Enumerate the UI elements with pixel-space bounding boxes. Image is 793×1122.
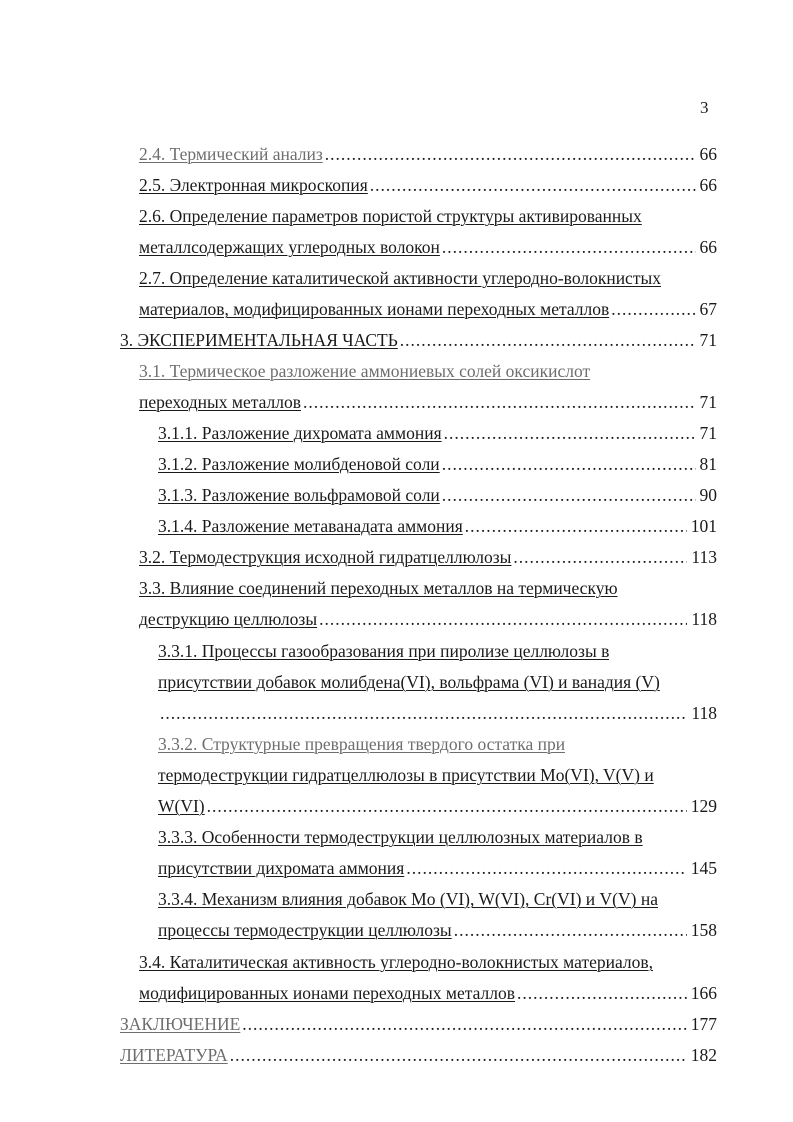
toc-entry-link[interactable]: ЛИТЕРАТУРА — [120, 1045, 228, 1065]
toc-line — [120, 1043, 717, 1067]
toc-line — [139, 576, 618, 600]
toc-entry-link[interactable]: 2.4. Термический анализ — [139, 144, 323, 164]
toc-page-number: 158 — [690, 920, 717, 940]
toc-entry-link[interactable]: 3.1.3. Разложение вольфрамовой соли — [158, 485, 440, 505]
toc-page-number: 145 — [690, 858, 717, 878]
toc-page-number: 101 — [690, 516, 717, 536]
toc-entry-link[interactable]: 3.3.4. Механизм влияния добавок Mo (VI), W(VI), Cr(VI) и V(V) на — [158, 889, 658, 909]
toc-line — [158, 732, 565, 756]
toc-line — [158, 639, 609, 663]
toc-dot-leader — [611, 297, 695, 321]
toc-line — [139, 142, 717, 166]
toc-page-number: 90 — [699, 485, 717, 505]
toc-line — [139, 390, 717, 414]
toc-line — [139, 359, 590, 383]
toc-entry-link[interactable]: 3.3.1. Процессы газообразования при пиролизе целлюлозы в — [158, 641, 610, 661]
toc-entry-link[interactable]: ЗАКЛЮЧЕНИЕ — [120, 1014, 241, 1034]
toc-page-number: 81 — [699, 454, 717, 474]
toc-entry-link[interactable]: материалов, модифицированных ионами переходных металлов — [139, 299, 610, 319]
toc-entry-link[interactable]: металлсодержащих углеродных волокон — [139, 237, 440, 257]
toc-line — [158, 452, 717, 476]
toc-dot-leader — [454, 918, 687, 942]
toc-dot-leader — [442, 483, 696, 507]
toc-line — [139, 235, 717, 259]
toc-line — [158, 887, 658, 911]
toc-page-number: 66 — [699, 237, 717, 257]
toc-entry-link[interactable]: 3.1.1. Разложение дихромата аммония — [158, 423, 442, 443]
toc-entry-link[interactable]: 3. ЭКСПЕРИМЕНТАЛЬНАЯ ЧАСТЬ — [120, 330, 398, 350]
toc-dot-leader — [442, 452, 696, 476]
toc-dot-leader — [400, 328, 696, 352]
toc-entry-link[interactable]: 3.3.2. Структурные превращения твердого остатка при — [158, 734, 566, 754]
toc-page-number: 129 — [690, 796, 717, 816]
toc-entry-link[interactable]: 3.1.2. Разложение молибденовой соли — [158, 454, 440, 474]
toc-line — [158, 794, 717, 818]
toc-line — [139, 173, 717, 197]
toc-line — [139, 950, 653, 974]
toc-entry-link[interactable]: модифицированных ионами переходных металлов — [139, 983, 516, 1003]
toc-line — [158, 421, 717, 445]
toc-line — [139, 981, 717, 1005]
toc-entry-link[interactable]: деструкцию целлюлозы — [139, 609, 318, 629]
toc-entry-link[interactable]: 2.6. Определение параметров пористой структуры активированных — [139, 206, 642, 226]
page-number: 3 — [700, 98, 709, 117]
toc-dot-leader — [465, 514, 687, 538]
toc-dot-leader — [517, 981, 687, 1005]
toc-line — [139, 545, 717, 569]
toc-page-number: 118 — [691, 609, 717, 629]
toc-line — [139, 607, 717, 631]
toc-entry-link[interactable]: 3.2. Термодеструкция исходной гидратцеллюлозы — [139, 547, 512, 567]
toc-entry-link[interactable]: 3.1. Термическое разложение аммониевых солей оксикислот — [139, 361, 591, 381]
toc-entry-link[interactable]: 3.3.3. Особенности термодеструкции целлюлозных материалов в — [158, 827, 643, 847]
toc-dot-leader — [406, 856, 686, 880]
toc-dot-leader — [442, 235, 696, 259]
toc-page-number: 66 — [699, 144, 717, 164]
toc-line — [139, 266, 661, 290]
toc-line — [158, 856, 717, 880]
toc-dot-leader — [230, 1043, 687, 1067]
toc-entry-link[interactable]: 3.3. Влияние соединений переходных металлов на термическую — [139, 578, 618, 598]
toc-entry-link[interactable]: 3.4. Каталитическая активность углеродно-волокнистых материалов, — [139, 952, 654, 972]
toc-entry-link[interactable]: 2.7. Определение каталитической активности углеродно-волокнистых — [139, 268, 661, 288]
toc-dot-leader — [370, 173, 696, 197]
toc-entry-link[interactable]: W(VI) — [158, 796, 205, 816]
toc-entry-link[interactable]: присутствии добавок молибдена(VI), вольфрама (VI) и ванадия (V) — [158, 672, 660, 692]
toc-line — [158, 825, 643, 849]
toc-page-number: 71 — [699, 392, 717, 412]
toc-dot-leader — [303, 390, 695, 414]
toc-page-number: 113 — [691, 547, 717, 567]
toc-dot-leader — [444, 421, 696, 445]
toc-dot-leader — [319, 607, 687, 631]
toc-page-number: 71 — [699, 423, 717, 443]
toc-page-number: 177 — [690, 1014, 717, 1034]
toc-line — [158, 514, 717, 538]
toc-page-number: 67 — [699, 299, 717, 319]
toc-line — [158, 483, 717, 507]
toc-dot-leader — [207, 794, 687, 818]
toc-line — [139, 297, 717, 321]
toc-dot-leader — [325, 142, 696, 166]
toc-entry-link[interactable]: 3.1.4. Разложение метаванадата аммония — [158, 516, 463, 536]
toc-line — [158, 701, 717, 725]
toc-entry-link[interactable]: 2.5. Электронная микроскопия — [139, 175, 368, 195]
toc-page-number: 71 — [699, 330, 717, 350]
toc-entry-link[interactable]: присутствии дихромата аммония — [158, 858, 405, 878]
toc-line — [158, 763, 654, 787]
toc-entry-link[interactable]: процессы термодеструкции целлюлозы — [158, 920, 452, 940]
toc-entry-link[interactable]: переходных металлов — [139, 392, 302, 412]
toc-line — [158, 670, 660, 694]
toc-page-number: 118 — [691, 703, 717, 723]
toc-dot-leader — [242, 1012, 686, 1036]
toc-line — [120, 328, 717, 352]
toc-line — [139, 204, 642, 228]
toc-dot-leader — [160, 701, 687, 725]
toc-entry-link[interactable]: термодеструкции гидратцеллюлозы в присутствии Mo(VI), V(V) и — [158, 765, 654, 785]
toc-dot-leader — [513, 545, 687, 569]
toc-page-number: 182 — [690, 1045, 717, 1065]
toc-line — [120, 1012, 717, 1036]
toc-page-number: 66 — [699, 175, 717, 195]
toc-line — [158, 918, 717, 942]
toc-page-number: 166 — [690, 983, 717, 1003]
